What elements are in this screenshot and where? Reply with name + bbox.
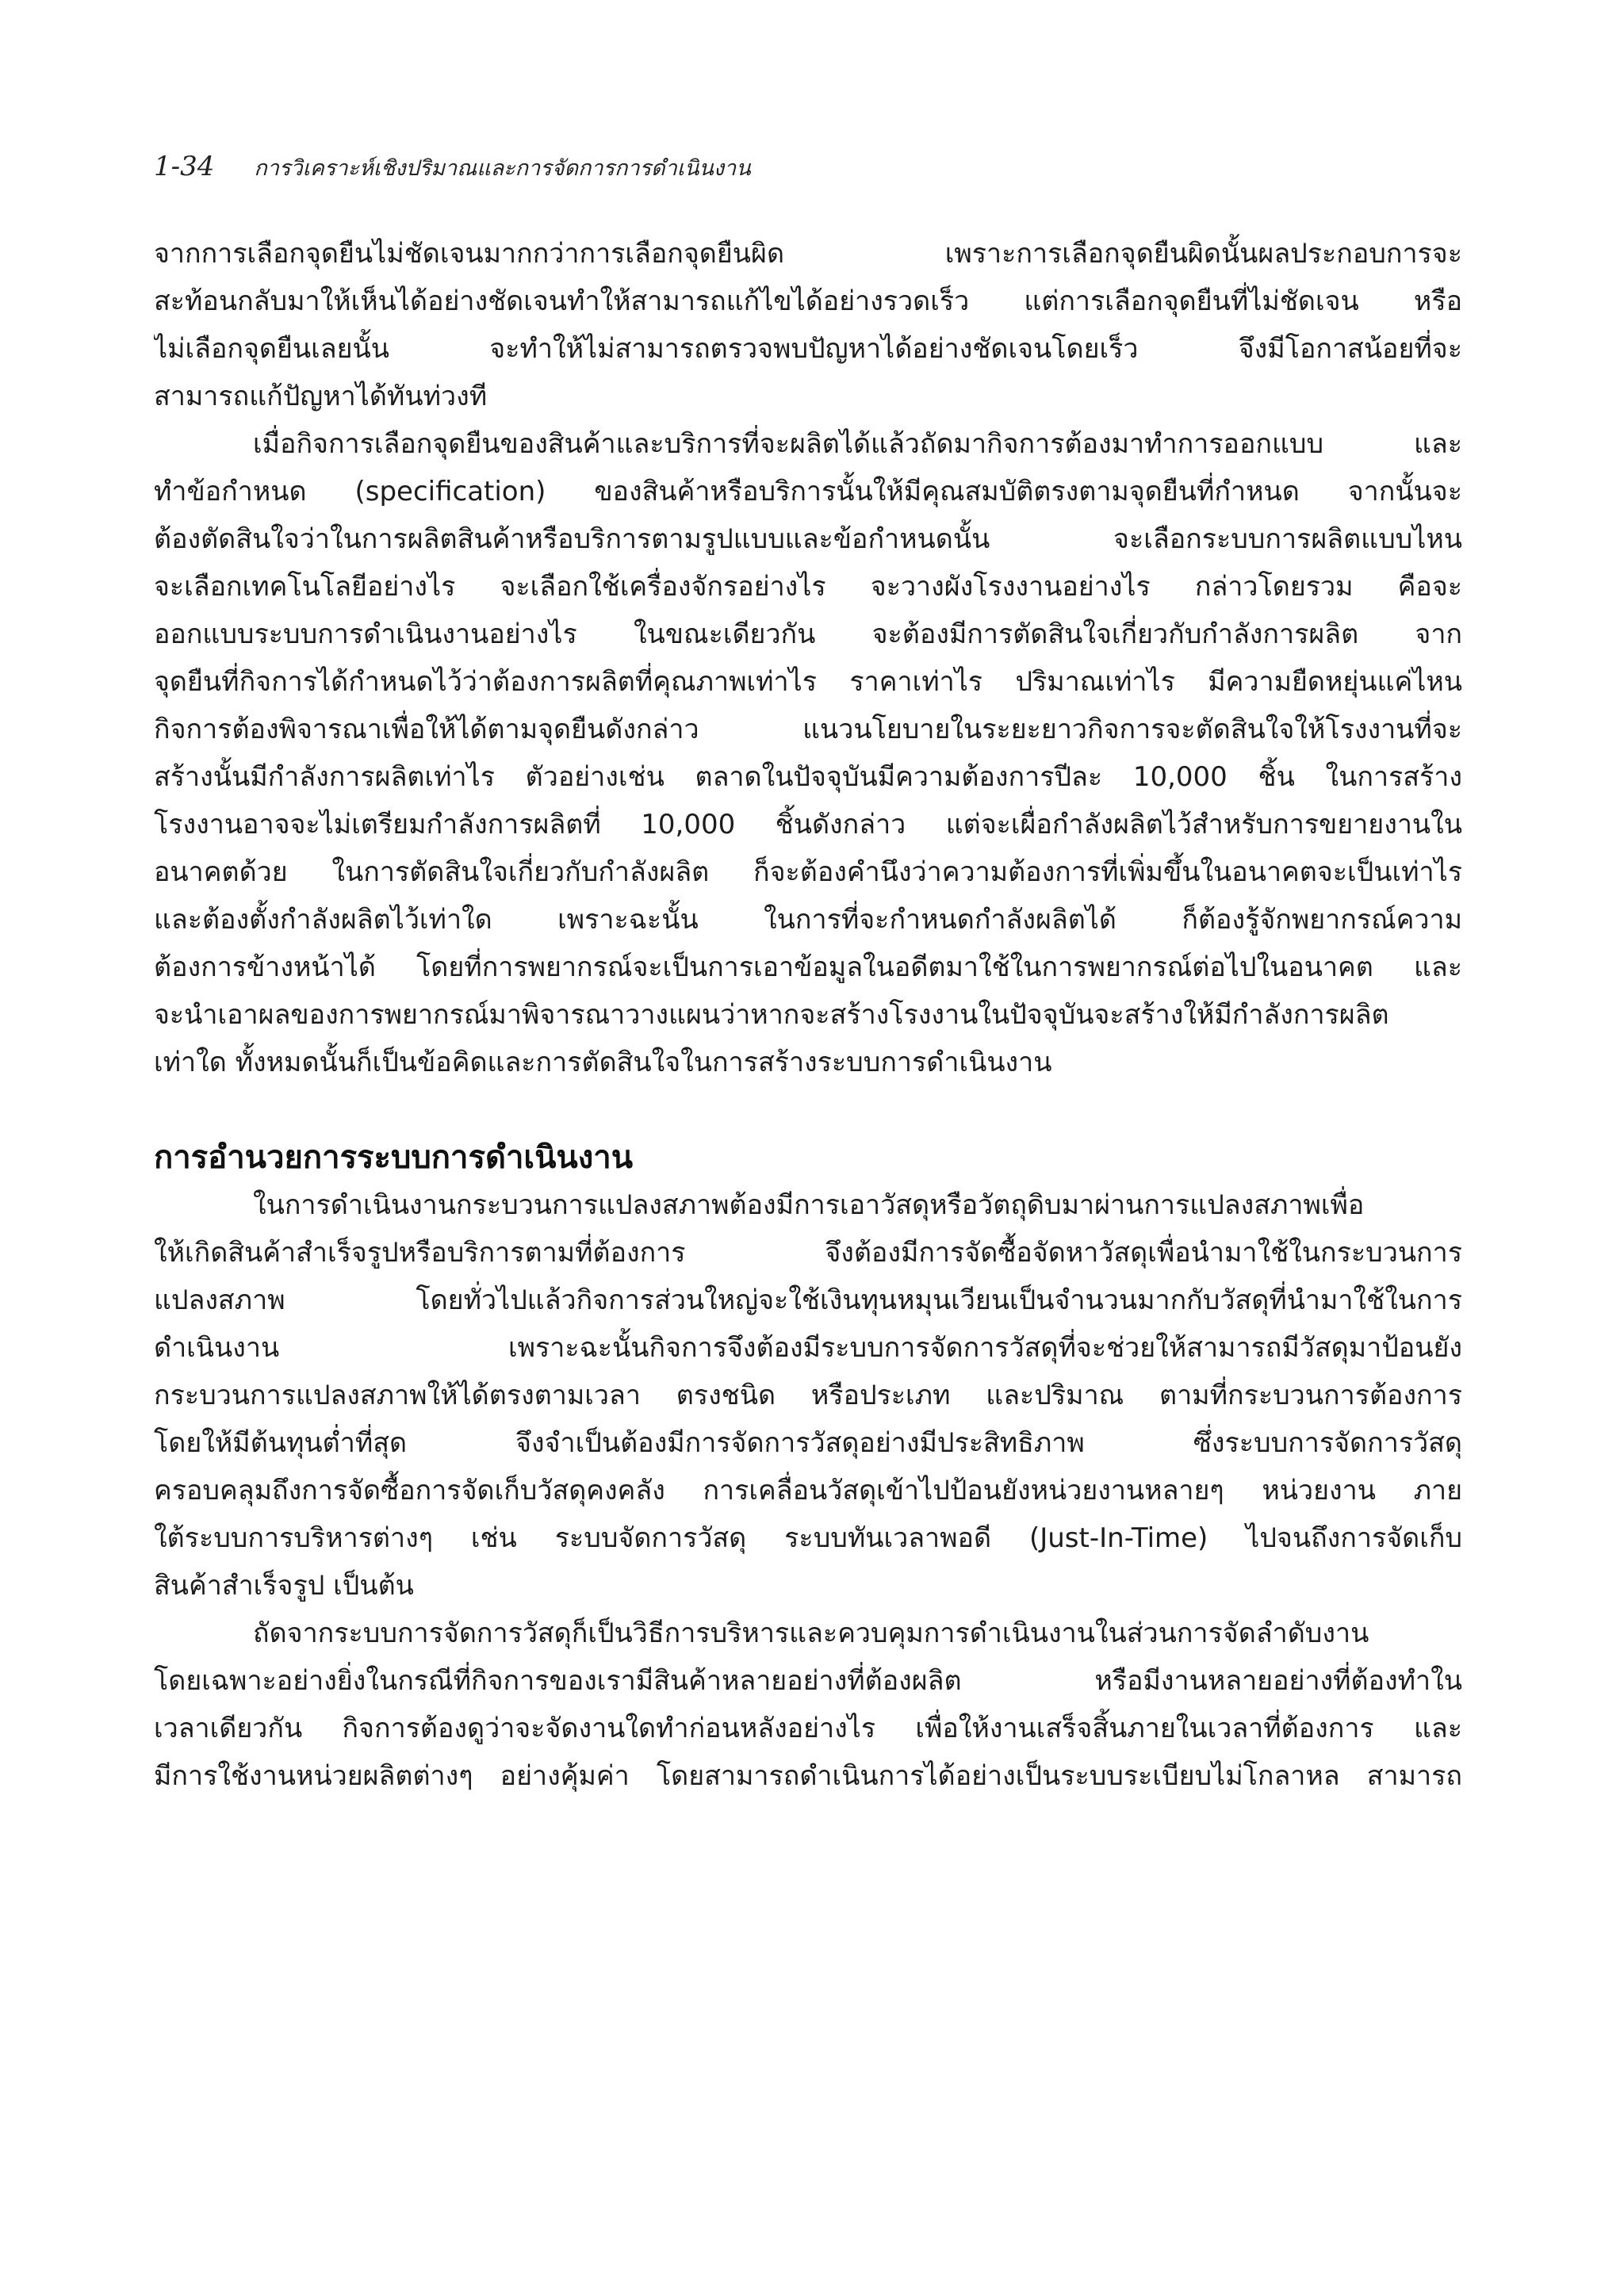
text-line: จะนำเอาผลของการพยากรณ์มาพิจารณาวางแผนว่าหากจะสร้างโรงงานในปัจจุบันจะสร้างให้มีกำลังการผลิต: [154, 999, 1389, 1031]
text-line: ให้เกิดสินค้าสำเร็จรูปหรือบริการตามที่ต้องการ จึงต้องมีการจัดซื้อจัดหาวัสดุเพื่อนำมาใช้ในกระบวนการ: [154, 1237, 1462, 1269]
paragraph: [154, 420, 1462, 1086]
section-heading: การอำนวยการระบบการดำเนินงาน: [154, 1139, 634, 1176]
text-line: ต้องตัดสินใจว่าในการผลิตสินค้าหรือบริการตามรูปแบบและข้อกำหนดนั้น จะเลือกระบบการผลิตแบบไหน: [154, 523, 1462, 555]
paragraph: [154, 230, 1462, 420]
text-line: โรงงานอาจจะไม่เตรียมกำลังการผลิตที่ 10,000 ชิ้นดังกล่าว แต่จะเผื่อกำลังผลิตไว้สำหรับการขยายงานใน: [154, 809, 1462, 840]
text-line: สร้างนั้นมีกำลังการผลิตเท่าไร ตัวอย่างเช่น ตลาดในปัจจุบันมีความต้องการปีละ 10,000 ชิ้น ในการสร้าง: [154, 761, 1462, 793]
running-header: [154, 151, 1502, 190]
text-line: เวลาเดียวกัน กิจการต้องดูว่าจะจัดงานใดทำก่อนหลังอย่างไร เพื่อให้งานเสร็จสิ้นภายในเวลาที่ต้องการ และ: [154, 1713, 1462, 1744]
text-line: จุดยืนที่กิจการได้กำหนดไว้ว่าต้องการผลิตที่คุณภาพเท่าไร ราคาเท่าไร ปริมาณเท่าไร มีความยืดหยุ่นแค่ไหน: [154, 666, 1462, 698]
text-line: ดำเนินงาน เพราะฉะนั้นกิจการจึงต้องมีระบบการจัดการวัสดุที่จะช่วยให้สามารถมีวัสดุมาป้อนยัง: [154, 1332, 1462, 1364]
text-line: ต้องการข้างหน้าได้ โดยที่การพยากรณ์จะเป็นการเอาข้อมูลในอดีตมาใช้ในการพยากรณ์ต่อไปในอนาคต และ: [154, 951, 1462, 983]
text-line: แปลงสภาพ โดยทั่วไปแล้วกิจการส่วนใหญ่จะใช้เงินทุนหมุนเวียนเป็นจำนวนมากกับวัสดุที่นำมาใช้ในการ: [154, 1284, 1462, 1316]
text-line: โดยเฉพาะอย่างยิ่งในกรณีที่กิจการของเรามีสินค้าหลายอย่างที่ต้องผลิต หรือมีงานหลายอย่างที่ต้องทำใน: [154, 1665, 1462, 1697]
text-line: จากการเลือกจุดยืนไม่ชัดเจนมากกว่าการเลือกจุดยืนผิด เพราะการเลือกจุดยืนผิดนั้นผลประกอบการจะ: [154, 238, 1462, 270]
text-line: เมื่อกิจการเลือกจุดยืนของสินค้าและบริการที่จะผลิตได้แล้วถัดมากิจการต้องมาทำการออกแบบ และ: [253, 428, 1462, 460]
text-line: ถัดจากระบบการจัดการวัสดุก็เป็นวิธีการบริหารและควบคุมการดำเนินงานในส่วนการจัดลำดับงาน: [253, 1617, 1369, 1649]
text-line: อนาคตด้วย ในการตัดสินใจเกี่ยวกับกำลังผลิต ก็จะต้องคำนึงว่าความต้องการที่เพิ่มขึ้นในอนาคตจะเป็นเท่าไร: [154, 856, 1462, 888]
text-line: และต้องตั้งกำลังผลิตไว้เท่าใด เพราะฉะนั้น ในการที่จะกำหนดกำลังผลิตได้ ก็ต้องรู้จักพยากรณ์ความ: [154, 904, 1462, 936]
text-line: ออกแบบระบบการดำเนินงานอย่างไร ในขณะเดียวกัน จะต้องมีการตัดสินใจเกี่ยวกับกำลังการผลิต จาก: [154, 618, 1462, 650]
text-line: จะเลือกเทคโนโลยีอย่างไร จะเลือกใช้เครื่องจักรอย่างไร จะวางผังโรงงานอย่างไร กล่าวโดยรวม คือจะ: [154, 571, 1462, 603]
body-text: [154, 230, 1462, 1800]
running-header-title: การวิเคราะห์เชิงปริมาณและการจัดการการดำเนินงาน: [254, 156, 751, 181]
text-line: ใต้ระบบการบริหารต่างๆ เช่น ระบบจัดการวัสดุ ระบบทันเวลาพอดี (Just-In-Time) ไปจนถึงการจัดเก็บ: [154, 1522, 1462, 1554]
text-line: ทำข้อกำหนด (specification) ของสินค้าหรือบริการนั้นให้มีคุณสมบัติตรงตามจุดยืนที่กำหนด จากนั้นจะ: [154, 476, 1462, 507]
text-line: ไม่เลือกจุดยืนเลยนั้น จะทำให้ไม่สามารถตรวจพบปัญหาได้อย่างชัดเจนโดยเร็ว จึงมีโอกาสน้อยที่จะ: [154, 333, 1462, 365]
text-line: สินค้าสำเร็จรูป เป็นต้น: [154, 1570, 414, 1602]
text-line: เท่าใด ทั้งหมดนั้นก็เป็นข้อคิดและการตัดสินใจในการสร้างระบบการดำเนินงาน: [154, 1047, 1052, 1078]
paragraph: [154, 1181, 1462, 1610]
text-line: ครอบคลุมถึงการจัดซื้อการจัดเก็บวัสดุคงคลัง การเคลื่อนวัสดุเข้าไปป้อนยังหน่วยงานหลายๆ หน่วยงาน ภาย: [154, 1475, 1462, 1506]
text-line: มีการใช้งานหน่วยผลิตต่างๆ อย่างคุ้มค่า โดยสามารถดำเนินการได้อย่างเป็นระบบระเบียบไม่โกลาหล สามารถ: [154, 1760, 1462, 1792]
paragraph: [154, 1610, 1462, 1800]
text-line: กระบวนการแปลงสภาพให้ได้ตรงตามเวลา ตรงชนิด หรือประเภท และปริมาณ ตามที่กระบวนการต้องการ: [154, 1380, 1462, 1411]
page-number: 1-34: [154, 151, 215, 182]
text-line: สะท้อนกลับมาให้เห็นได้อย่างชัดเจนทำให้สามารถแก้ไขได้อย่างรวดเร็ว แต่การเลือกจุดยืนที่ไม่ชัดเจน หรือ: [154, 285, 1462, 317]
text-line: สามารถแก้ปัญหาได้ทันท่วงที: [154, 381, 488, 412]
text-line: กิจการต้องพิจารณาเพื่อให้ได้ตามจุดยืนดังกล่าว แนวนโยบายในระยะยาวกิจการจะตัดสินใจให้โรงงานที่จะ: [154, 714, 1462, 745]
text-line: ในการดำเนินงานกระบวนการแปลงสภาพต้องมีการเอาวัสดุหรือวัตถุดิบมาผ่านการแปลงสภาพเพื่อ: [253, 1189, 1365, 1221]
text-line: โดยให้มีต้นทุนต่ำที่สุด จึงจำเป็นต้องมีการจัดการวัสดุอย่างมีประสิทธิภาพ ซึ่งระบบการจัดการวัสดุ: [154, 1427, 1462, 1459]
